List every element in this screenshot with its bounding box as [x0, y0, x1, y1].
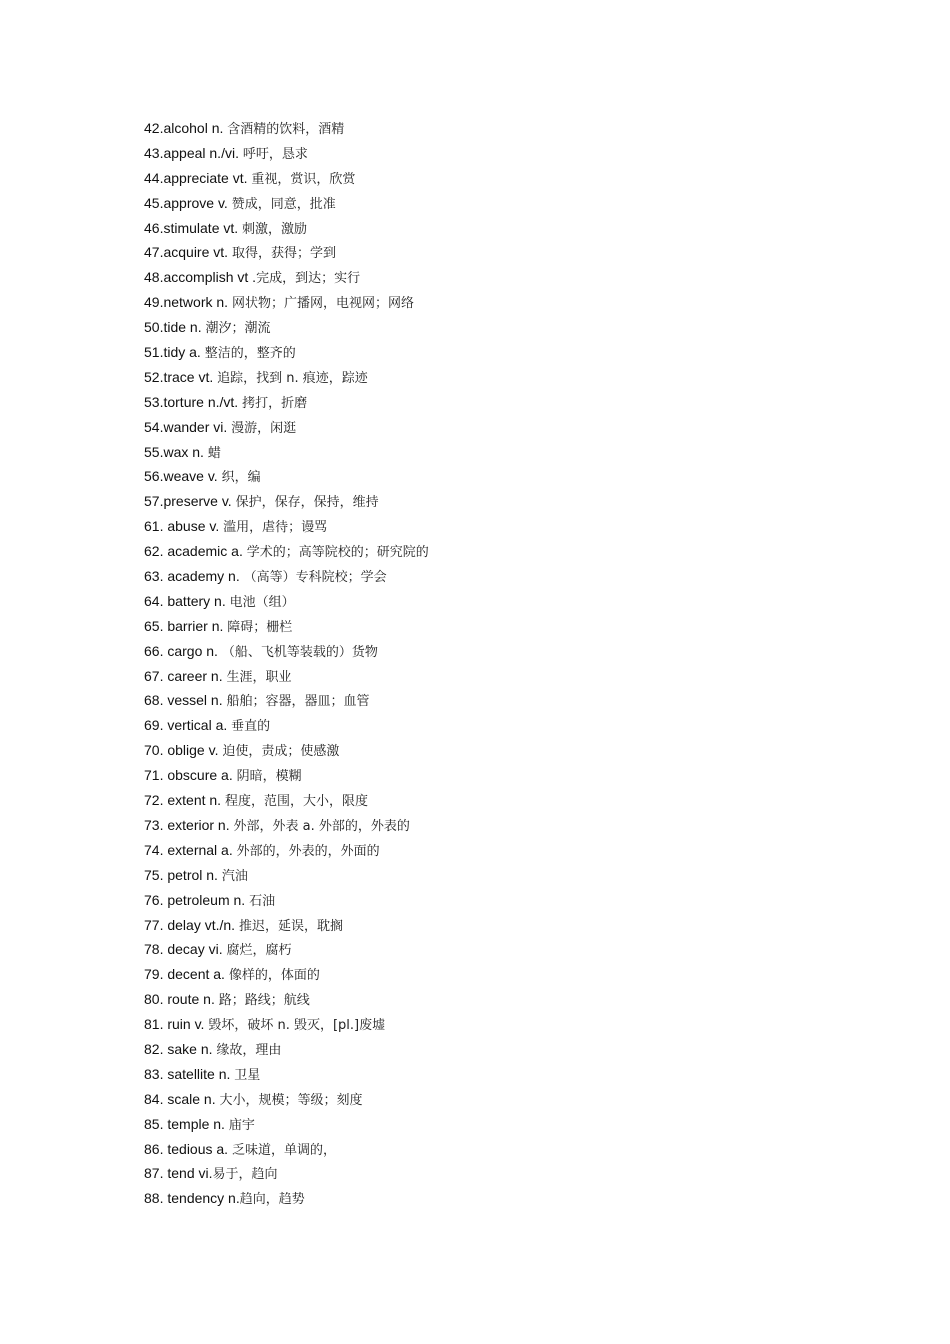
vocab-word: 46.stimulate vt.	[144, 219, 243, 236]
vocab-word: 76. petroleum n.	[144, 891, 250, 908]
vocab-entry	[144, 240, 429, 265]
vocab-entry	[144, 340, 429, 365]
vocab-meaning: 保护，保存，保持，维持	[235, 495, 379, 511]
vocab-word: 50.tide n.	[144, 319, 206, 336]
vocab-meaning: 织，编	[221, 470, 261, 486]
vocab-meaning: 阴暗，模糊	[236, 769, 302, 785]
vocab-meaning: 重视，赏识，欣赏	[251, 171, 356, 187]
vocab-meaning: 大小，规模；等级；刻度	[219, 1092, 363, 1108]
vocab-word: 57.preserve v.	[144, 493, 236, 510]
vocab-entry	[144, 1037, 429, 1062]
vocab-entry	[144, 216, 429, 241]
vocab-word: 78. decay vi.	[144, 941, 227, 958]
vocab-meaning: 汽油	[221, 868, 248, 884]
vocab-entry	[144, 464, 429, 489]
vocab-word: 48.accomplish vt .	[144, 269, 257, 286]
vocab-meaning: 垂直的	[231, 719, 271, 735]
vocab-word: 53.torture n./vt.	[144, 393, 243, 410]
vocab-entry	[144, 838, 429, 863]
vocab-entry	[144, 888, 429, 913]
vocab-meaning: 外部，外表 a. 外部的，外表的	[233, 818, 410, 834]
vocab-word: 81. ruin v.	[144, 1016, 209, 1033]
vocab-meaning: 毁坏，破坏 n. 毁灭，[pl.]废墟	[208, 1018, 386, 1034]
vocab-entry	[144, 1137, 429, 1162]
vocab-entry	[144, 962, 429, 987]
vocab-meaning: 电池（组）	[229, 594, 295, 610]
vocab-meaning: 船舶；容器，器皿；血管	[226, 694, 370, 710]
vocab-entry	[144, 1087, 429, 1112]
vocab-word: 83. satellite n.	[144, 1065, 235, 1082]
vocab-entry	[144, 614, 429, 639]
vocab-meaning: 生涯，职业	[226, 669, 292, 685]
vocab-word: 49.network n.	[144, 294, 232, 311]
vocab-word: 68. vessel n.	[144, 692, 227, 709]
vocab-word: 64. battery n.	[144, 592, 230, 609]
vocab-word: 43.appeal n./vi.	[144, 144, 243, 161]
vocab-word: 70. oblige v.	[144, 742, 223, 759]
vocab-meaning: 蜡	[207, 445, 221, 461]
vocab-meaning: 滥用，虐待；谩骂	[223, 520, 328, 536]
vocab-word: 45.approve v.	[144, 194, 232, 211]
vocab-meaning: 石油	[249, 893, 276, 909]
vocab-entry	[144, 265, 429, 290]
vocab-word: 71. obscure a.	[144, 767, 237, 784]
vocab-word: 75. petrol n.	[144, 866, 222, 883]
vocab-entry	[144, 639, 429, 664]
vocab-meaning: 网状物；广播网，电视网；网络	[231, 296, 414, 312]
vocab-meaning: 学术的；高等院校的；研究院的	[246, 545, 429, 561]
vocab-meaning: 赞成，同意，批准	[231, 196, 336, 212]
vocab-word: 84. scale n.	[144, 1090, 220, 1107]
vocab-word: 72. extent n.	[144, 792, 225, 809]
vocab-meaning: 庙宇	[228, 1117, 255, 1133]
vocab-word: 56.weave v.	[144, 468, 222, 485]
vocab-meaning: 趋向，趋势	[239, 1192, 305, 1208]
vocab-entry	[144, 415, 429, 440]
vocab-word: 73. exterior n.	[144, 816, 234, 833]
vocab-word: 44.appreciate vt.	[144, 169, 252, 186]
vocab-word: 88. tendency n.	[144, 1190, 240, 1207]
vocab-word: 69. vertical a.	[144, 717, 232, 734]
vocab-meaning: 卫星	[234, 1067, 261, 1083]
vocab-entry	[144, 539, 429, 564]
vocab-entry	[144, 1186, 429, 1211]
vocab-word: 87. tend vi.	[144, 1165, 213, 1182]
vocab-meaning: 追踪，找到 n. 痕迹，踪迹	[217, 370, 368, 386]
vocab-entry	[144, 664, 429, 689]
vocab-meaning: 漫游，闲逛	[231, 420, 297, 436]
vocab-meaning: 腐烂，腐朽	[226, 943, 292, 959]
vocab-word: 61. abuse v.	[144, 518, 224, 535]
vocab-entry	[144, 1062, 429, 1087]
vocab-entry	[144, 1161, 429, 1186]
vocab-word: 42.alcohol n.	[144, 120, 228, 136]
vocab-word: 51.tidy a.	[144, 344, 205, 361]
vocab-word: 63. academy n.	[144, 568, 244, 585]
vocab-meaning: 含酒精的饮料，酒精	[227, 122, 345, 137]
vocab-entry	[144, 514, 429, 539]
vocabulary-list	[144, 116, 429, 1211]
vocab-word: 79. decent a.	[144, 966, 229, 983]
vocab-word: 85. temple n.	[144, 1115, 229, 1132]
vocab-meaning: 程度，范围，大小，限度	[224, 794, 368, 810]
vocab-meaning: 路；路线；航线	[218, 993, 310, 1009]
vocab-entry	[144, 141, 429, 166]
vocab-meaning: 呼吁，恳求	[242, 146, 308, 162]
vocab-meaning: 取得，获得；学到	[231, 246, 336, 262]
vocab-meaning: 刺激，激励	[242, 221, 308, 237]
vocab-entry	[144, 191, 429, 216]
vocab-word: 80. route n.	[144, 991, 219, 1008]
vocab-word: 47.acquire vt.	[144, 244, 232, 261]
vocab-meaning: 整洁的，整齐的	[204, 346, 296, 362]
vocab-meaning: 潮汐；潮流	[205, 321, 271, 337]
vocab-entry	[144, 863, 429, 888]
vocab-entry	[144, 937, 429, 962]
vocab-entry	[144, 813, 429, 838]
vocab-meaning: 迫使，责成；使感激	[222, 744, 340, 760]
vocab-entry	[144, 390, 429, 415]
vocab-meaning: 外部的，外表的，外面的	[236, 843, 380, 859]
vocab-word: 67. career n.	[144, 667, 227, 684]
vocab-word: 77. delay vt./n.	[144, 916, 239, 933]
vocab-meaning: 障碍；栅栏	[227, 619, 293, 635]
vocab-entry	[144, 315, 429, 340]
vocab-word: 55.wax n.	[144, 443, 208, 460]
vocab-entry	[144, 713, 429, 738]
vocab-word: 65. barrier n.	[144, 617, 228, 634]
vocab-word: 66. cargo n.	[144, 642, 222, 659]
vocab-entry	[144, 763, 429, 788]
vocab-meaning: （船、飞机等装载的）货物	[221, 644, 378, 660]
vocab-entry	[144, 564, 429, 589]
vocab-meaning: 乏味道，单调的，	[231, 1142, 336, 1158]
vocab-word: 52.trace vt.	[144, 368, 218, 385]
vocab-meaning: 缘故，理由	[216, 1042, 282, 1058]
vocab-entry	[144, 489, 429, 514]
vocab-entry	[144, 688, 429, 713]
vocab-word: 62. academic a.	[144, 543, 247, 560]
vocab-entry	[144, 1112, 429, 1137]
vocab-meaning: （高等）专科院校；学会	[243, 570, 387, 586]
vocab-entry	[144, 788, 429, 813]
vocab-entry	[144, 290, 429, 315]
vocab-word: 82. sake n.	[144, 1040, 217, 1057]
vocab-meaning: 像样的，体面的	[228, 968, 320, 984]
vocab-meaning: 推迟，延误，耽搁	[238, 918, 343, 934]
vocab-meaning: 完成，到达；实行	[256, 271, 361, 287]
vocab-word: 86. tedious a.	[144, 1140, 232, 1157]
vocab-word: 54.wander vi.	[144, 418, 232, 435]
vocab-entry	[144, 1012, 429, 1037]
vocab-entry	[144, 440, 429, 465]
vocab-entry	[144, 589, 429, 614]
vocab-entry	[144, 738, 429, 763]
vocab-entry	[144, 913, 429, 938]
vocab-entry	[144, 116, 429, 141]
vocab-entry	[144, 166, 429, 191]
vocab-entry	[144, 987, 429, 1012]
vocab-entry	[144, 365, 429, 390]
vocab-meaning: 拷打，折磨	[242, 395, 308, 411]
vocab-meaning: 易于，趋向	[212, 1167, 278, 1183]
vocab-word: 74. external a.	[144, 841, 237, 858]
